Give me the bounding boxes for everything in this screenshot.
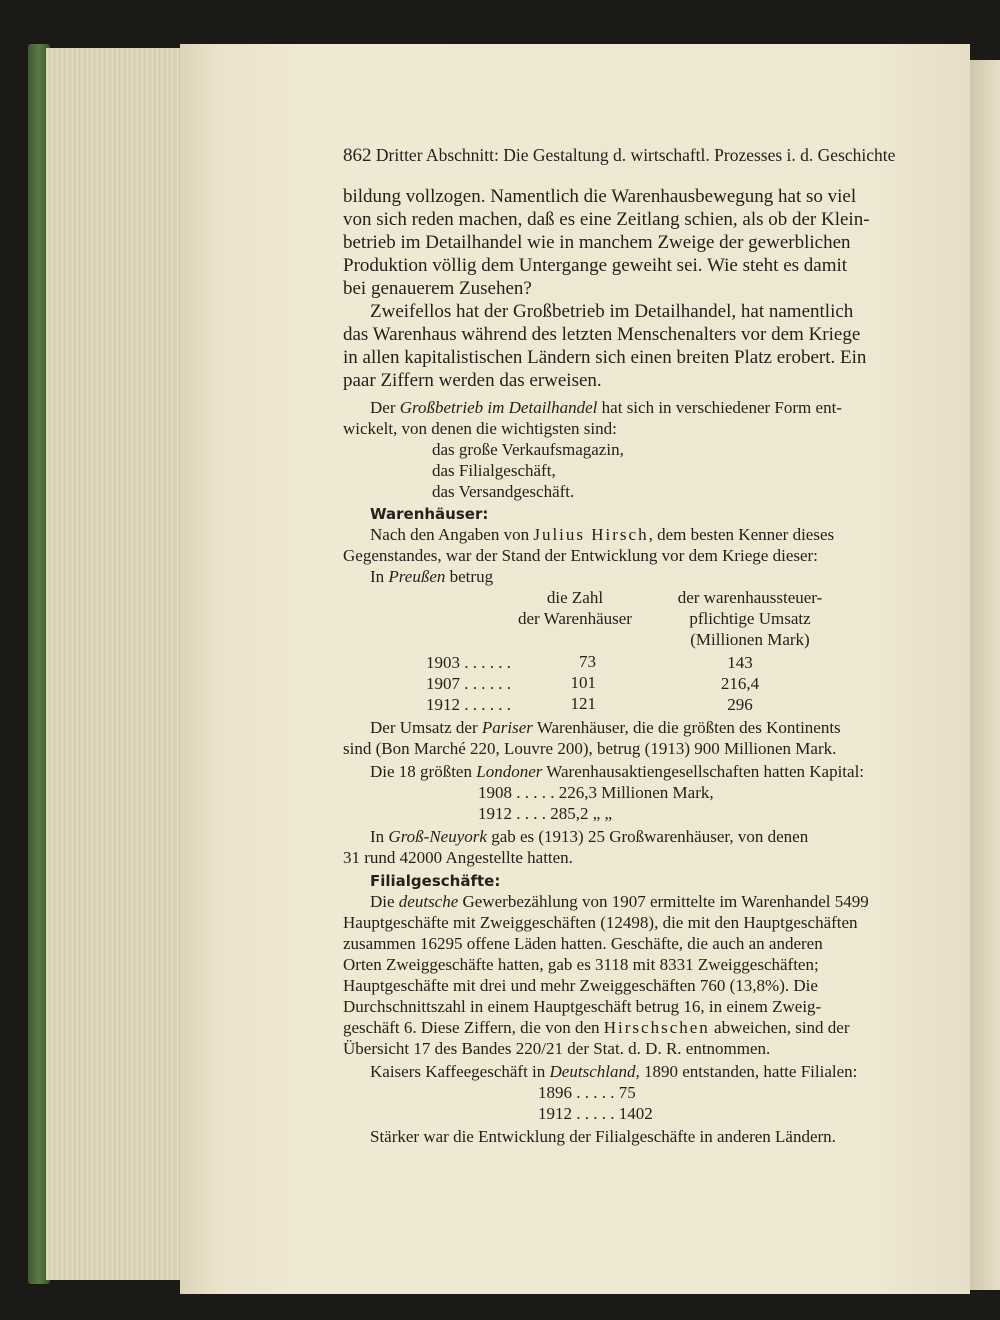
spaced-name: Hirschschen [603, 1018, 710, 1037]
body-line: bildung vollzogen. Namentlich die Warenhausbewegung hat so viel [343, 186, 857, 207]
next-page-edge [970, 60, 1000, 1290]
text: Kaisers Kaffeegeschäft in [370, 1062, 550, 1081]
count-cell: 73 [579, 652, 596, 671]
table-row [478, 803, 612, 825]
small-line [370, 524, 834, 546]
italic-text: Deutschland, [549, 1062, 640, 1081]
small-line: Orten Zweiggeschäfte hatten, gab es 3118 mit 8331 Zweiggeschäften; [343, 955, 819, 974]
body-line: Produktion völlig dem Untergange geweiht sei. Wie steht es damit [343, 255, 848, 276]
table-col-header: (Millionen Mark) [690, 630, 810, 649]
italic-text: Pariser [481, 718, 533, 737]
small-line: wickelt, von denen die wichtigsten sind: [343, 419, 617, 438]
text: Die [370, 892, 399, 911]
count-cell: 101 [570, 673, 596, 692]
body-line: in allen kapitalistischen Ländern sich einen breiten Platz erobert. Ein [343, 347, 867, 368]
small-line: zusammen 16295 offene Läden hatten. Geschäfte, die auch an anderen [343, 934, 823, 953]
dots: . . . . . [576, 1104, 615, 1123]
value: 285,2 [550, 804, 589, 823]
body-line: Zweifellos hat der Großbetrieb im Detailhandel, hat namentlich [370, 301, 854, 322]
page-edges [46, 48, 186, 1280]
unit: Millionen Mark, [601, 783, 714, 802]
section-heading-warenhaeuser: Warenhäuser: [370, 505, 489, 523]
form-item: das Filialgeschäft, [432, 461, 556, 480]
small-line [370, 717, 841, 739]
value: 75 [618, 1083, 636, 1102]
body-line: paar Ziffern werden das erweisen. [343, 370, 602, 391]
text: 1890 entstanden, hatte Filialen: [639, 1062, 858, 1081]
table-row [426, 694, 511, 716]
italic-text: Preußen [388, 567, 446, 586]
text: Warenhäuser, die die größten des Kontinents [532, 718, 841, 737]
running-head-title: Dritter Abschnitt: Die Gestaltung d. wirtschaftl. Prozesses i. d. Geschichte [375, 145, 896, 165]
text: gab es (1913) 25 Großwarenhäuser, von denen [486, 827, 809, 846]
dots: . . . . . . [464, 695, 511, 714]
small-line [370, 397, 842, 419]
value: 1402 [618, 1104, 653, 1123]
small-line: sind (Bon Marché 220, Louvre 200), betrug (1913) 900 Millionen Mark. [343, 739, 837, 758]
section-heading-filialgeschaefte: Filialgeschäfte: [370, 872, 501, 890]
small-line: Stärker war die Entwicklung der Filialgeschäfte in anderen Ländern. [370, 1127, 836, 1146]
year: 1912 [538, 1104, 572, 1123]
table-row [478, 782, 714, 804]
table-row [538, 1103, 653, 1125]
small-line [370, 566, 493, 588]
dots: . . . . . . [464, 674, 511, 693]
small-line [370, 1061, 857, 1083]
text: abweichen, sind der [709, 1018, 850, 1037]
small-line: Hauptgeschäfte mit drei und mehr Zweiggeschäften 760 (13,8%). Die [343, 976, 818, 995]
text: Nach den Angaben von [370, 525, 534, 544]
running-header [343, 145, 895, 167]
text: betrug [445, 567, 494, 586]
table-col-header: der Warenhäuser [518, 609, 632, 628]
text: Der Umsatz der [370, 718, 482, 737]
body-line: betrieb im Detailhandel wie in manchem Zweige der gewerblichen [343, 232, 851, 253]
italic-text: Londoner [476, 762, 543, 781]
year: 1896 [538, 1083, 572, 1102]
umsatz-cell: 296 [727, 695, 753, 714]
text: Der [370, 398, 400, 417]
small-line: 31 rund 42000 Angestellte hatten. [343, 848, 573, 867]
italic-text: Großbetrieb im Detailhandel [399, 398, 598, 417]
year: 1908 [478, 783, 512, 802]
text: geschäft 6. Diese Ziffern, die von den [343, 1018, 604, 1037]
value: 226,3 [558, 783, 597, 802]
table-col-header: der warenhaussteuer- [677, 588, 823, 607]
umsatz-cell: 216,4 [720, 674, 760, 693]
year: 1912 [426, 695, 460, 714]
year: 1907 [426, 674, 460, 693]
table-row [538, 1082, 636, 1104]
text: In [370, 567, 389, 586]
author-name: Julius Hirsch [533, 525, 649, 544]
table-col-header: die Zahl [546, 588, 604, 607]
body-line: das Warenhaus während des letzten Menschenalters vor dem Kriege [343, 324, 861, 345]
small-line: Durchschnittszahl in einem Hauptgeschäft betrug 16, in einem Zweig- [343, 997, 822, 1016]
count-cell: 121 [570, 694, 596, 713]
text: hat sich in verschiedener Form ent- [597, 398, 842, 417]
small-line [370, 891, 869, 913]
umsatz-cell: 143 [727, 653, 753, 672]
body-line: bei genauerem Zusehen? [343, 278, 532, 299]
text: In [370, 827, 389, 846]
form-item: das große Verkaufsmagazin, [432, 440, 624, 459]
small-line: Hauptgeschäfte mit Zweiggeschäften (12498), die mit den Hauptgeschäften [343, 913, 858, 932]
dots: . . . . [516, 804, 546, 823]
table-col-header: pflichtige Umsatz [689, 609, 811, 628]
text: , dem besten Kenner dieses [648, 525, 835, 544]
table-row [426, 673, 511, 695]
italic-text: deutsche [398, 892, 459, 911]
text: Die 18 größten [370, 762, 477, 781]
dots: . . . . . [576, 1083, 615, 1102]
small-line: Übersicht 17 des Bandes 220/21 der Stat. d. D. R. entnommen. [343, 1039, 771, 1058]
dots: . . . . . [516, 783, 555, 802]
small-line [370, 826, 808, 848]
small-line [370, 761, 864, 783]
unit: „ „ [592, 804, 613, 823]
year: 1912 [478, 804, 512, 823]
text: Warenhausaktiengesellschaften hatten Kapital: [542, 762, 865, 781]
small-line: Gegenstandes, war der Stand der Entwicklung vor dem Kriege dieser: [343, 546, 818, 565]
italic-text: Groß-Neuyork [388, 827, 487, 846]
small-line [343, 1017, 850, 1039]
text: Gewerbezählung von 1907 ermittelte im Warenhandel 5499 [458, 892, 869, 911]
body-line: von sich reden machen, daß es eine Zeitlang schien, als ob der Klein- [343, 209, 870, 230]
page-number: 862 [343, 145, 372, 166]
form-item: das Versandgeschäft. [432, 482, 575, 501]
table-row [426, 652, 511, 674]
year: 1903 [426, 653, 460, 672]
dots: . . . . . . [464, 653, 511, 672]
